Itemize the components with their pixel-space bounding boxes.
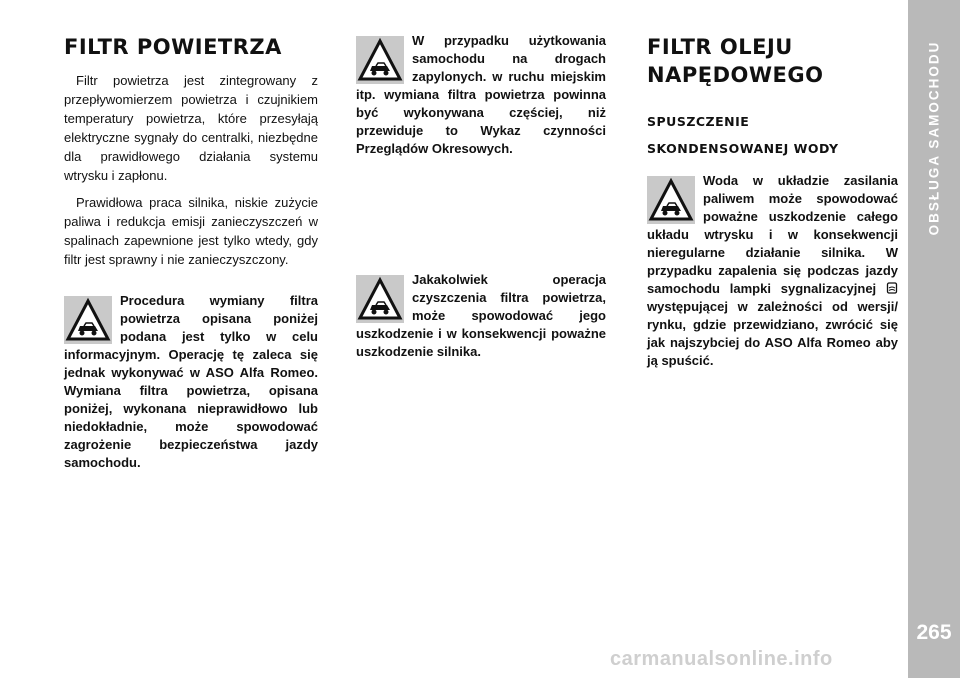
warning-triangle-car-icon (356, 36, 404, 84)
air-filter-title: FILTR POWIETRZA (64, 35, 282, 59)
warning-triangle-car-icon (64, 296, 112, 344)
sidebar-tab (908, 0, 960, 678)
fuel-water-lamp-icon (886, 281, 898, 293)
diesel-filter-title-line1: FILTR OLEJU (647, 35, 793, 59)
air-filter-paragraph-2: Prawidłowa praca silnika, niskie zużycie paliwa i redukcja emisji zanieczyszczeń w spalinach zapewnione jest tylko wtedy, gdy filtr jest sprawny i nie zanieczyszczony. (64, 195, 318, 267)
section-title: OBSŁUGA SAMOCHODU (926, 40, 942, 236)
warning-box (356, 32, 606, 158)
warning-box (647, 172, 898, 370)
watermark-url: carmanualsonline.info (610, 648, 833, 670)
page-number: 265 (916, 621, 952, 644)
warning-text-dusty-roads: W przypadku użytkowania samochodu na drogach zapylonych. w ruchu miejskim itp. wymiana filtra powietrza powinna być wykonywana częściej, niż przewiduje to Wykaz czynności Przeglądów Okresowych. (356, 33, 606, 156)
warning-box (356, 271, 606, 361)
warning-text: Procedura wymiany filtra powietrza opisana poniżej podana jest tylko w celu informacyjnym. Operację tę zaleca się jednak wykonywać w ASO Alfa Romeo. Wymiana filtra powietrza, opisana poniżej, wykonana nieprawidłowo lub niedokładnie, może spowodować zagrożenie bezpieczeństwa jazdy samochodu. (64, 293, 318, 470)
warning-box (64, 292, 318, 472)
diesel-filter-title-line2: NAPĘDOWEGO (647, 63, 824, 87)
warning-text-cleaning: Jakakolwiek operacja czyszczenia filtra powietrza, może spowodować jego uszkodzenie i w konsekwencji poważne uszkodzenie silnika. (356, 272, 606, 359)
drain-subtitle-1: SPUSZCZENIE (647, 114, 750, 129)
drain-subtitle-2: SKONDENSOWANEJ WODY (647, 141, 839, 156)
warning-text-water: Woda w układzie zasilania paliwem może spowodować poważne uszkodzenie całego układu wtrysku i w konsekwencji nieregularne działanie silnika. W przypadku zapalenia się podczas jazdy samochodu lampki sygnalizacyjnej występującej w zależności od wersji/ rynku, gdzie przewidziano, zwrócić się jak najszybciej do ASO Alfa Romeo aby ją spuścić. (647, 173, 898, 368)
air-filter-paragraph-1: Filtr powietrza jest zintegrowany z przepływomierzem powietrza i czujnikiem temperatury powietrza, które przesyłają elektryczne sygnały do centralki, niezbędne dla prawidłowego działania systemu wtrysku i zapłonu. (64, 73, 318, 183)
warning-triangle-car-icon (356, 275, 404, 323)
warning-triangle-car-icon (647, 176, 695, 224)
